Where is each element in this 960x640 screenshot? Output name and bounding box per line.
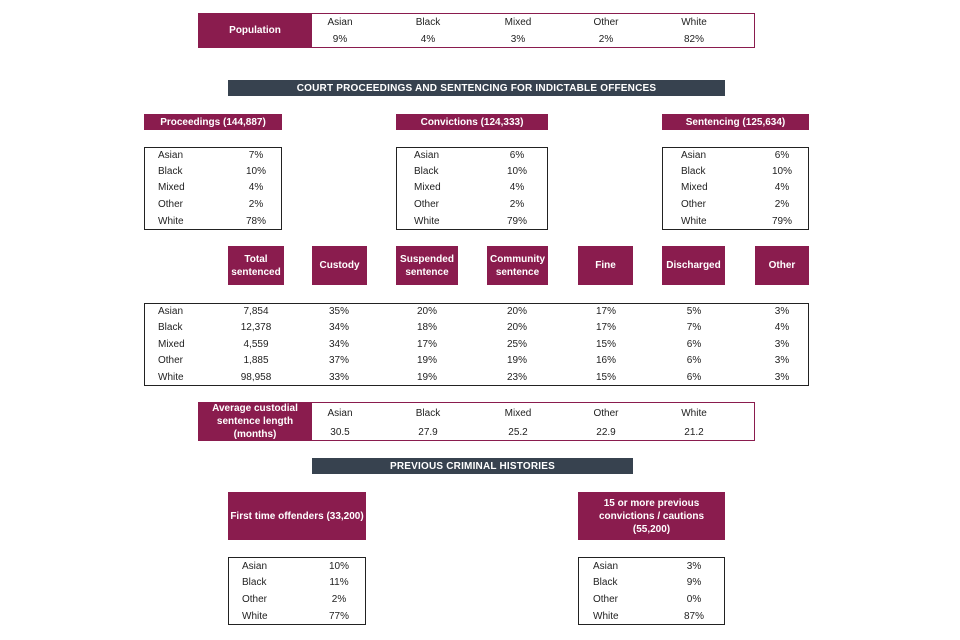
fifteen-plus-value: 87% — [683, 611, 704, 622]
population-group-label: Mixed — [504, 17, 532, 28]
outcome-value: 98,958 — [240, 372, 272, 383]
outcome-value: 37% — [328, 355, 349, 366]
fifteen-plus-group-label: Other — [593, 594, 619, 605]
population-group-label: Asian — [327, 17, 353, 28]
population-value: 9% — [332, 34, 348, 45]
outcome-value: 6% — [686, 355, 702, 366]
outcome-group-label: Other — [158, 355, 184, 366]
sentencing-group-label: White — [681, 216, 707, 227]
population-value: 82% — [683, 34, 704, 45]
population-group-label: White — [681, 17, 707, 28]
outcome-group-label: Black — [158, 322, 183, 333]
convictions-value: 10% — [506, 166, 527, 177]
avg-custodial-value: 27.9 — [418, 427, 438, 438]
outcome-value: 34% — [328, 339, 349, 350]
court-section-header: COURT PROCEEDINGS AND SENTENCING FOR INDICTABLE OFFENCES — [228, 80, 725, 96]
proceedings-value: 10% — [245, 166, 266, 177]
outcome-value: 7% — [686, 322, 702, 333]
proceedings-group-label: Asian — [158, 150, 184, 161]
outcome-value: 19% — [506, 355, 527, 366]
outcome-value: 6% — [686, 372, 702, 383]
population-value: 4% — [420, 34, 436, 45]
first-time-value: 11% — [329, 577, 349, 588]
convictions-group-label: White — [414, 216, 440, 227]
avg-custodial-group-label: Mixed — [504, 408, 532, 419]
outcome-header: Discharged — [662, 246, 725, 285]
avg-custodial-group-label: Other — [593, 408, 619, 419]
outcome-header: Suspended sentence — [396, 246, 458, 285]
convictions-group-label: Other — [414, 199, 440, 210]
proceedings-group-label: Mixed — [158, 182, 185, 193]
population-value: 3% — [510, 34, 526, 45]
outcome-value: 19% — [416, 355, 437, 366]
avg-custodial-label: Average custodial sentence length (months) — [198, 402, 312, 441]
outcome-value: 15% — [595, 339, 616, 350]
outcome-value: 4,559 — [243, 339, 269, 350]
convictions-group-label: Mixed — [414, 182, 441, 193]
convictions-group-label: Black — [414, 166, 439, 177]
fifteen-plus-group-label: Black — [593, 577, 618, 588]
first-time-value: 2% — [331, 594, 347, 605]
population-group-label: Other — [593, 17, 619, 28]
outcome-value: 25% — [506, 339, 527, 350]
outcome-value: 20% — [416, 306, 437, 317]
avg-custodial-value: 21.2 — [684, 427, 704, 438]
first-time-title: First time offenders (33,200) — [228, 492, 366, 540]
sentencing-group-label: Black — [681, 166, 706, 177]
fifteen-plus-group-label: Asian — [593, 561, 619, 572]
proceedings-value: 78% — [245, 216, 266, 227]
outcome-group-label: Mixed — [158, 339, 185, 350]
outcome-group-label: Asian — [158, 306, 184, 317]
fifteen-plus-value: 3% — [686, 561, 702, 572]
outcome-header: Community sentence — [487, 246, 548, 285]
sentencing-group-label: Mixed — [681, 182, 708, 193]
sentencing-value: 10% — [771, 166, 792, 177]
outcome-value: 17% — [595, 306, 616, 317]
outcome-value: 3% — [774, 355, 790, 366]
outcome-value: 17% — [595, 322, 616, 333]
outcome-value: 17% — [416, 339, 437, 350]
outcome-value: 35% — [328, 306, 349, 317]
convictions-value: 79% — [506, 216, 527, 227]
outcome-value: 23% — [506, 372, 527, 383]
sentencing-group-label: Other — [681, 199, 707, 210]
convictions-value: 4% — [509, 182, 525, 193]
proceedings-title: Proceedings (144,887) — [144, 114, 282, 130]
outcome-value: 19% — [416, 372, 437, 383]
proceedings-group-label: Other — [158, 199, 184, 210]
proceedings-value: 7% — [248, 150, 264, 161]
outcome-header: Total sentenced — [228, 246, 284, 285]
outcome-header: Fine — [578, 246, 633, 285]
fifteen-plus-value: 0% — [686, 594, 702, 605]
first-time-value: 77% — [328, 611, 349, 622]
fifteen-plus-title: 15 or more previous convictions / cautions (55,200) — [578, 492, 725, 540]
outcome-header: Custody — [312, 246, 367, 285]
outcome-value: 33% — [328, 372, 349, 383]
outcome-value: 1,885 — [243, 355, 269, 366]
first-time-value: 10% — [328, 561, 349, 572]
outcome-value: 5% — [686, 306, 702, 317]
sentencing-value: 2% — [774, 199, 790, 210]
convictions-value: 2% — [509, 199, 525, 210]
proceedings-group-label: White — [158, 216, 184, 227]
avg-custodial-value: 25.2 — [508, 427, 528, 438]
population-value: 2% — [598, 34, 614, 45]
outcome-value: 7,854 — [243, 306, 269, 317]
outcome-value: 3% — [774, 372, 790, 383]
outcome-value: 3% — [774, 339, 790, 350]
outcome-header: Other — [755, 246, 809, 285]
convictions-title: Convictions (124,333) — [396, 114, 548, 130]
proceedings-group-label: Black — [158, 166, 183, 177]
outcome-value: 20% — [506, 322, 527, 333]
outcome-value: 16% — [595, 355, 616, 366]
avg-custodial-value: 22.9 — [596, 427, 616, 438]
avg-custodial-group-label: Asian — [327, 408, 353, 419]
proceedings-value: 4% — [248, 182, 264, 193]
first-time-group-label: Black — [242, 577, 267, 588]
history-section-header: PREVIOUS CRIMINAL HISTORIES — [312, 458, 633, 474]
outcome-value: 15% — [595, 372, 616, 383]
outcome-value: 4% — [774, 322, 790, 333]
first-time-group-label: White — [242, 611, 268, 622]
fifteen-plus-group-label: White — [593, 611, 619, 622]
sentencing-value: 4% — [774, 182, 790, 193]
avg-custodial-group-label: White — [681, 408, 707, 419]
sentencing-title: Sentencing (125,634) — [662, 114, 809, 130]
population-label: Population — [198, 13, 312, 48]
sentencing-group-label: Asian — [681, 150, 707, 161]
convictions-value: 6% — [509, 150, 525, 161]
population-group-label: Black — [415, 17, 441, 28]
first-time-group-label: Other — [242, 594, 268, 605]
outcome-value: 6% — [686, 339, 702, 350]
outcome-value: 12,378 — [240, 322, 272, 333]
avg-custodial-value: 30.5 — [330, 427, 350, 438]
outcome-value: 18% — [416, 322, 437, 333]
outcome-value: 20% — [506, 306, 527, 317]
avg-custodial-group-label: Black — [415, 408, 441, 419]
convictions-group-label: Asian — [414, 150, 440, 161]
outcome-value: 34% — [328, 322, 349, 333]
sentencing-value: 6% — [774, 150, 790, 161]
outcome-group-label: White — [158, 372, 184, 383]
sentencing-value: 79% — [771, 216, 792, 227]
proceedings-value: 2% — [248, 199, 264, 210]
first-time-group-label: Asian — [242, 561, 268, 572]
fifteen-plus-value: 9% — [686, 577, 702, 588]
outcome-value: 3% — [774, 306, 790, 317]
